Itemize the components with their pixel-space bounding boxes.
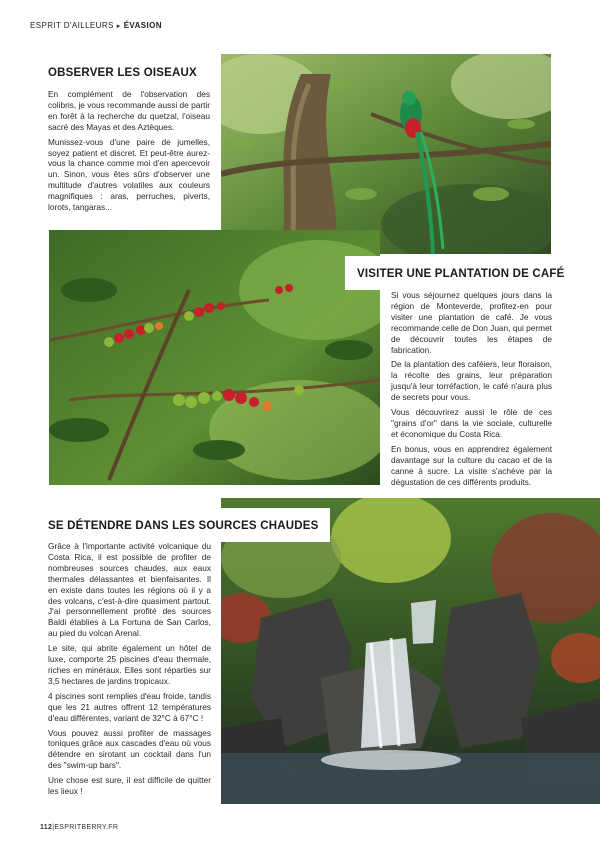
birds-paragraph: En complément de l'observation des colibris, je vous recommande aussi de partir en forêt à la recherche du quetzal, l'oiseau sacré des Mayas et des Aztèques.: [48, 89, 210, 132]
footer-separator: |: [52, 824, 55, 831]
footer-site: ESPRITBERRY.FR: [54, 824, 119, 831]
springs-title: SE DÉTENDRE DANS LES SOURCES CHAUDES: [48, 520, 319, 532]
birds-paragraph: Munissez-vous d'une paire de jumelles, soyez patient et discret. Et peut-être aurez-vous la chance comme moi d'en apercevoir un. Sinon, vous êtes sûrs d'observer une multitude d'autres volatiles aux couleurs magnifiques : aras, perruches, piverts, lorots, tangaras...: [48, 136, 210, 213]
coffee-paragraph: Vous découvrirez aussi le rôle de ces "grains d'or" dans la vie sociale, culturelle et économique du Costa Rica.: [391, 407, 552, 439]
springs-paragraph: Le site, qui abrite également un hôtel de luxe, comporte 25 piscines d'eau thermale, riches en minéraux. Elles sont réparties sur 3,5 hectares de jardins tropicaux.: [48, 643, 211, 686]
coffee-title-box: [345, 256, 576, 290]
coffee-paragraph: En bonus, vous en apprendrez également davantage sur la culture du cacao et de la canne à sucre. La visite s'achève par la dégustation de ces différents produits.: [391, 443, 552, 487]
coffee-text: [391, 290, 552, 491]
page-number: 112: [40, 824, 53, 831]
magazine-name: ESPRIT D'AILLEURS: [30, 21, 114, 30]
coffee-title: VISITER UNE PLANTATION DE CAFÉ: [357, 268, 565, 280]
springs-title-box: [36, 508, 330, 542]
page-footer: [40, 824, 118, 831]
coffee-paragraph: Si vous séjournez quelques jours dans la région de Monteverde, profitez-en pour visiter une plantation de café. Je vous recommande celle de Don Juan, qui permet de découvrir toutes les étapes de fabrication.: [391, 290, 552, 355]
hot-springs-photo: [221, 498, 600, 804]
birds-title: OBSERVER LES OISEAUX: [48, 67, 197, 79]
springs-paragraph: Grâce à l'importante activité volcanique du Costa Rica, il est possible de profiter de nombreuses sources chaudes, aux eaux thermales délassantes et bienfaisantes. Il en existe dans toutes les régions où il y a des volcans, c'est-à-dire quasiment partout. J'ai personnellement profité des sources Baldi établies à La Fortuna de San Carlos, au pied du volcan Arenal.: [48, 541, 211, 639]
springs-text: [48, 541, 211, 801]
quetzal-photo: [221, 54, 551, 254]
header-arrow-icon: ▸: [116, 23, 121, 30]
section-name: ÉVASION: [123, 21, 162, 30]
springs-paragraph: 4 piscines sont remplies d'eau froide, tandis que les 21 autres offrent 12 températures d'eau différentes, variant de 32°C à 67°C !: [48, 690, 211, 723]
coffee-photo: [49, 230, 380, 485]
running-header: [30, 21, 162, 30]
birds-text: [48, 89, 210, 217]
springs-paragraph: Vous pouvez aussi profiter de massages toniques grâce aux cascades d'eau où vous détendre en sirotant un cocktail dans l'un des "swim-up bars".: [48, 727, 211, 771]
springs-paragraph: Une chose est sure, il est difficile de quitter les lieux !: [48, 775, 211, 797]
coffee-paragraph: De la plantation des caféiers, leur floraison, la récolte des grains, leur préparation jusqu'à leur torréfaction, le café n'aura plus de secrets pour vous.: [391, 359, 552, 403]
